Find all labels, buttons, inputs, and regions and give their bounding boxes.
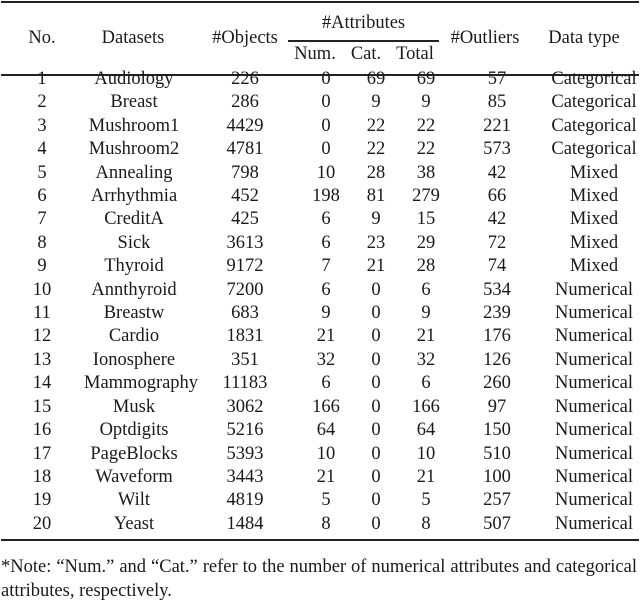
cell-no: 10 (32, 279, 52, 300)
table-row (0, 162, 640, 185)
cell-no: 19 (32, 490, 52, 511)
cell-no: 14 (32, 373, 52, 394)
cell-outliers: 510 (483, 443, 511, 464)
cell-cat-attributes: 0 (371, 490, 381, 511)
cell-cat-attributes: 81 (366, 186, 386, 207)
cell-total-attributes: 10 (416, 443, 436, 464)
table-row (0, 466, 640, 489)
cell-dataset: Mushroom1 (88, 115, 180, 136)
cell-cat-attributes: 0 (371, 466, 381, 487)
cell-total-attributes: 32 (416, 349, 436, 370)
cell-cat-attributes: 9 (371, 209, 381, 230)
cell-total-attributes: 9 (421, 92, 431, 113)
cell-data-type: Numerical (554, 443, 634, 464)
cell-data-type: Categorical (551, 69, 637, 89)
cell-outliers: 257 (483, 490, 511, 511)
cell-dataset: Annealing (95, 162, 173, 183)
cell-outliers: 260 (483, 373, 511, 394)
cell-objects: 5216 (226, 420, 264, 441)
table-row (0, 138, 640, 161)
top-rule (1, 1, 639, 3)
cell-no: 1 (37, 69, 47, 89)
cell-outliers: 507 (483, 513, 511, 534)
cell-cat-attributes: 9 (371, 92, 381, 113)
cell-dataset: Musk (112, 396, 156, 417)
cell-outliers: 126 (483, 349, 511, 370)
cell-objects: 4819 (226, 490, 264, 511)
header-no: No. (28, 28, 56, 48)
cell-dataset: Breast (110, 92, 158, 113)
cell-outliers: 534 (483, 279, 511, 300)
cell-objects: 1484 (226, 513, 264, 534)
table-row (0, 349, 640, 372)
cell-total-attributes: 22 (416, 115, 436, 136)
cell-objects: 1831 (226, 326, 264, 347)
cell-num-attributes: 0 (321, 69, 331, 89)
cell-total-attributes: 21 (416, 326, 436, 347)
cell-num-attributes: 0 (321, 115, 331, 136)
table-row (0, 232, 640, 255)
cell-dataset: Mushroom2 (88, 139, 180, 160)
cell-total-attributes: 64 (416, 420, 436, 441)
cell-num-attributes: 8 (321, 513, 331, 534)
cell-objects: 5393 (226, 443, 264, 464)
cell-cat-attributes: 21 (366, 256, 386, 277)
cell-data-type: Numerical (554, 303, 634, 324)
table-row (0, 372, 640, 395)
cell-objects: 4781 (226, 139, 264, 160)
cell-objects: 4429 (226, 115, 264, 136)
cell-num-attributes: 6 (321, 279, 331, 300)
table-row (0, 279, 640, 302)
cell-objects: 3443 (226, 466, 264, 487)
cell-data-type: Numerical (554, 466, 634, 487)
cell-data-type: Mixed (569, 209, 619, 230)
table-row (0, 302, 640, 325)
cell-num-attributes: 198 (312, 186, 340, 207)
cell-dataset: Cardio (108, 326, 160, 347)
cell-data-type: Numerical (554, 279, 634, 300)
cell-num-attributes: 10 (316, 162, 336, 183)
header-total: Total (396, 44, 434, 64)
table-row (0, 489, 640, 512)
cell-dataset: Ionosphere (92, 349, 176, 370)
cell-no: 4 (37, 139, 47, 160)
cell-cat-attributes: 0 (371, 396, 381, 417)
cell-no: 7 (37, 209, 47, 230)
header-data-type: Data type (548, 28, 620, 48)
cell-total-attributes: 28 (416, 256, 436, 277)
cell-dataset: Mammography (84, 373, 199, 394)
cell-objects: 286 (231, 92, 259, 113)
cell-num-attributes: 5 (321, 490, 331, 511)
table-row (0, 443, 640, 466)
cell-cat-attributes: 69 (366, 69, 386, 89)
cell-outliers: 72 (487, 232, 507, 253)
cell-no: 2 (37, 92, 47, 113)
cell-dataset: Yeast (113, 513, 155, 534)
cell-num-attributes: 21 (316, 466, 336, 487)
table-row (0, 208, 640, 231)
cell-data-type: Mixed (569, 162, 619, 183)
cell-cat-attributes: 0 (371, 279, 381, 300)
cell-outliers: 239 (483, 303, 511, 324)
cell-objects: 7200 (226, 279, 264, 300)
cell-outliers: 100 (483, 466, 511, 487)
cell-cat-attributes: 22 (366, 139, 386, 160)
cell-no: 15 (32, 396, 52, 417)
cell-cat-attributes: 0 (371, 443, 381, 464)
cell-total-attributes: 69 (416, 69, 436, 89)
cell-total-attributes: 6 (421, 373, 431, 394)
cell-cat-attributes: 0 (371, 326, 381, 347)
cell-objects: 452 (231, 186, 259, 207)
cell-data-type: Categorical (551, 92, 637, 113)
cell-objects: 3062 (226, 396, 264, 417)
table-row (0, 396, 640, 419)
cell-num-attributes: 166 (312, 396, 340, 417)
cell-no: 5 (37, 162, 47, 183)
cell-dataset: Thyroid (104, 256, 164, 277)
header-attributes: #Attributes (321, 13, 406, 33)
cell-dataset: Sick (117, 232, 151, 253)
cell-no: 11 (33, 303, 51, 324)
cell-num-attributes: 6 (321, 209, 331, 230)
cell-no: 9 (37, 256, 47, 277)
cell-num-attributes: 0 (321, 139, 331, 160)
cell-dataset: Waveform (95, 466, 173, 487)
cell-outliers: 74 (487, 256, 507, 277)
cell-data-type: Numerical (554, 326, 634, 347)
attributes-underline (288, 40, 439, 42)
header-datasets: Datasets (101, 28, 165, 48)
cell-data-type: Mixed (569, 186, 619, 207)
cell-cat-attributes: 0 (371, 303, 381, 324)
cell-no: 3 (37, 115, 47, 136)
cell-objects: 9172 (226, 256, 264, 277)
cell-dataset: Optdigits (99, 420, 169, 441)
cell-num-attributes: 6 (321, 232, 331, 253)
cell-total-attributes: 5 (421, 490, 431, 511)
table-row (0, 185, 640, 208)
cell-outliers: 97 (487, 396, 507, 417)
cell-cat-attributes: 0 (371, 420, 381, 441)
cell-num-attributes: 9 (321, 303, 331, 324)
cell-no: 6 (37, 186, 47, 207)
cell-data-type: Numerical (554, 349, 634, 370)
cell-total-attributes: 22 (416, 139, 436, 160)
cell-cat-attributes: 0 (371, 513, 381, 534)
cell-no: 17 (32, 443, 52, 464)
cell-no: 16 (32, 420, 52, 441)
header-objects: #Objects (212, 28, 278, 48)
cell-num-attributes: 10 (316, 443, 336, 464)
cell-total-attributes: 21 (416, 466, 436, 487)
cell-num-attributes: 0 (321, 92, 331, 113)
cell-data-type: Mixed (569, 256, 619, 277)
cell-no: 12 (32, 326, 52, 347)
cell-cat-attributes: 23 (366, 232, 386, 253)
cell-data-type: Numerical (554, 513, 634, 534)
cell-data-type: Categorical (551, 115, 637, 136)
cell-num-attributes: 6 (321, 373, 331, 394)
table-row (0, 255, 640, 278)
cell-outliers: 150 (483, 420, 511, 441)
cell-no: 18 (32, 466, 52, 487)
table-row (0, 115, 640, 138)
cell-outliers: 42 (487, 209, 507, 230)
cell-total-attributes: 9 (421, 303, 431, 324)
cell-outliers: 573 (483, 139, 511, 160)
cell-objects: 425 (231, 209, 259, 230)
cell-no: 20 (32, 513, 52, 534)
table-row (0, 68, 640, 91)
cell-total-attributes: 38 (416, 162, 436, 183)
cell-data-type: Numerical (554, 490, 634, 511)
cell-outliers: 221 (483, 115, 511, 136)
cell-cat-attributes: 28 (366, 162, 386, 183)
cell-data-type: Numerical (554, 373, 634, 394)
cell-num-attributes: 7 (321, 256, 331, 277)
cell-objects: 683 (231, 303, 259, 324)
cell-outliers: 176 (483, 326, 511, 347)
cell-data-type: Numerical (554, 396, 634, 417)
table-note: *Note: “Num.” and “Cat.” refer to the number of numerical attributes and categorical attributes, respectively. (1, 557, 637, 601)
cell-dataset: Breastw (103, 303, 165, 324)
cell-cat-attributes: 0 (371, 349, 381, 370)
cell-total-attributes: 29 (416, 232, 436, 253)
cell-outliers: 57 (487, 69, 507, 89)
cell-dataset: Annthyroid (91, 279, 177, 300)
cell-data-type: Numerical (554, 420, 634, 441)
cell-objects: 351 (231, 349, 259, 370)
cell-num-attributes: 32 (316, 349, 336, 370)
cell-objects: 11183 (222, 373, 268, 394)
cell-dataset: Audiology (94, 69, 174, 89)
cell-outliers: 42 (487, 162, 507, 183)
cell-outliers: 85 (487, 92, 507, 113)
cell-dataset: Arrhythmia (90, 186, 178, 207)
table-row (0, 419, 640, 442)
cell-outliers: 66 (487, 186, 507, 207)
datasets-table (0, 68, 640, 536)
header-num: Num. (294, 44, 336, 64)
cell-objects: 798 (231, 162, 259, 183)
cell-no: 8 (37, 232, 47, 253)
header-cat: Cat. (350, 44, 382, 64)
cell-dataset: Wilt (117, 490, 151, 511)
cell-total-attributes: 279 (412, 186, 440, 207)
table-row (0, 325, 640, 348)
cell-dataset: PageBlocks (90, 443, 178, 464)
cell-total-attributes: 15 (416, 209, 436, 230)
cell-num-attributes: 21 (316, 326, 336, 347)
table-row (0, 513, 640, 536)
cell-no: 13 (32, 349, 52, 370)
cell-objects: 3613 (226, 232, 264, 253)
bottom-rule (1, 539, 639, 541)
cell-dataset: CreditA (104, 209, 164, 230)
cell-cat-attributes: 0 (371, 373, 381, 394)
cell-total-attributes: 6 (421, 279, 431, 300)
header-outliers: #Outliers (450, 28, 520, 48)
cell-data-type: Categorical (551, 139, 637, 160)
cell-total-attributes: 166 (412, 396, 440, 417)
cell-total-attributes: 8 (421, 513, 431, 534)
cell-cat-attributes: 22 (366, 115, 386, 136)
cell-data-type: Mixed (569, 232, 619, 253)
cell-num-attributes: 64 (316, 420, 336, 441)
cell-objects: 226 (231, 69, 259, 89)
table-row (0, 91, 640, 114)
